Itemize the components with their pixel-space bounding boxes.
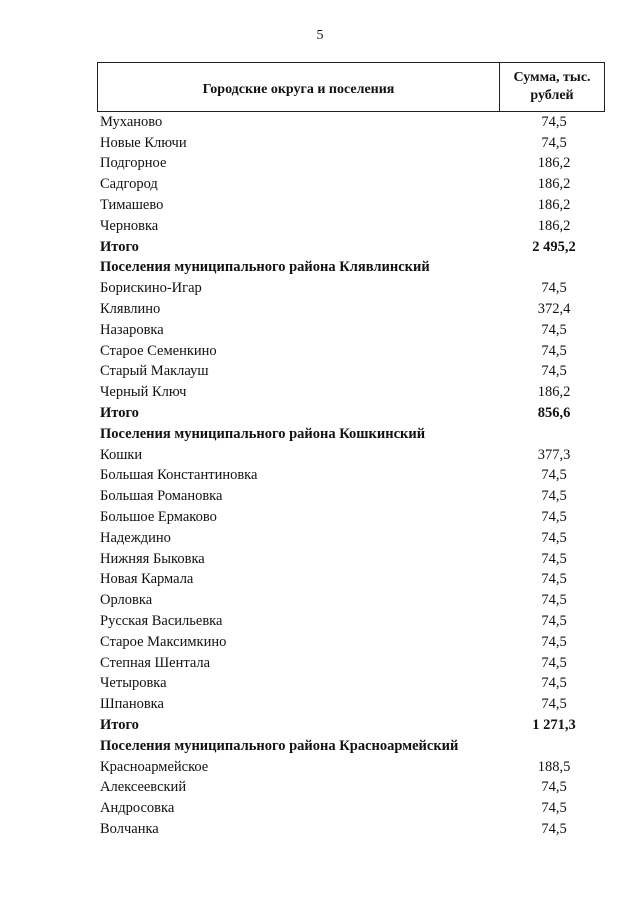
table-row [97, 819, 605, 840]
amount-value: 74,5 [541, 696, 567, 713]
section-heading-row [97, 736, 605, 757]
settlement-name: Шпановка [100, 696, 164, 713]
settlement-name: Волчанка [100, 820, 159, 837]
table-row [97, 174, 605, 195]
amount-value: 2 495,2 [532, 238, 576, 255]
settlement-name: Нижняя Быковка [100, 550, 205, 567]
section-heading: Поселения муниципального района Красноармейский [100, 737, 459, 754]
table-row [97, 778, 605, 799]
settlement-name: Старое Максимкино [100, 633, 227, 650]
amount-value: 186,2 [537, 176, 571, 193]
amount-value: 74,5 [541, 654, 567, 671]
table-row [97, 382, 605, 403]
table-row [97, 341, 605, 362]
table-row [97, 549, 605, 570]
table-row [97, 507, 605, 528]
amount-value: 856,6 [537, 405, 571, 422]
settlement-name: Клявлино [100, 301, 161, 318]
settlement-name: Кошки [100, 446, 143, 463]
settlement-name: Итого [100, 405, 139, 422]
settlement-name: Итого [100, 238, 139, 255]
amount-value: 74,5 [541, 363, 567, 380]
amount-value: 74,5 [541, 820, 567, 837]
amount-value: 74,5 [541, 571, 567, 588]
settlement-name: Итого [100, 717, 139, 733]
total-row [97, 715, 605, 736]
settlement-name: Новая Кармала [100, 571, 194, 588]
table-header [97, 62, 605, 112]
settlement-name: Назаровка [100, 321, 164, 338]
amount-value: 74,5 [541, 280, 567, 297]
column-header-sum [500, 63, 604, 111]
settlement-name: Садгород [100, 176, 158, 193]
table-row [97, 653, 605, 674]
settlement-name: Борискино-Игар [100, 280, 202, 297]
table-row [97, 632, 605, 653]
table-row [97, 570, 605, 591]
table-row [97, 133, 605, 154]
total-row [97, 403, 605, 424]
table-row [97, 590, 605, 611]
amount-value: 74,5 [541, 467, 567, 484]
amount-value: 186,2 [537, 197, 571, 214]
table-row [97, 278, 605, 299]
settlement-name: Красноармейское [100, 758, 209, 775]
section-heading-row [97, 258, 605, 279]
table-row [97, 320, 605, 341]
table-row [97, 528, 605, 549]
table-row [97, 757, 605, 778]
table-row [97, 486, 605, 507]
column-header-settlements: Городские округа и поселения [98, 63, 500, 111]
amount-value: 372,4 [537, 301, 571, 318]
settlement-name: Большая Константиновка [100, 467, 258, 484]
column-header-sum-line2: рублей [530, 88, 574, 103]
total-row [97, 237, 605, 258]
amount-value: 74,5 [541, 675, 567, 692]
section-heading: Поселения муниципального района Клявлинский [100, 259, 430, 276]
amount-value: 188,5 [537, 758, 571, 775]
amount-value: 74,5 [541, 113, 567, 130]
amount-value: 74,5 [541, 529, 567, 546]
settlement-name: Муханово [100, 113, 163, 130]
amount-value: 74,5 [541, 633, 567, 650]
amount-value: 74,5 [541, 613, 567, 630]
settlement-name: Большая Романовка [100, 488, 223, 505]
table-row [97, 611, 605, 632]
amount-value: 74,5 [541, 779, 567, 796]
settlement-name: Черновка [100, 217, 159, 234]
amount-value: 74,5 [541, 342, 567, 359]
section-heading-row [97, 424, 605, 445]
table-row [97, 798, 605, 819]
settlement-name: Подгорное [100, 155, 167, 172]
amount-value: 74,5 [541, 592, 567, 609]
settlement-name: Русская Васильевка [100, 613, 223, 630]
amount-value: 186,2 [537, 384, 571, 401]
table-row [97, 154, 605, 175]
table-row [97, 299, 605, 320]
settlement-name: Большое Ермаково [100, 509, 217, 526]
table-row [97, 195, 605, 216]
amount-value: 1 271,3 [532, 717, 576, 733]
settlement-name: Надеждино [100, 529, 171, 546]
page-number: 5 [316, 28, 324, 43]
amount-value: 74,5 [541, 488, 567, 505]
settlement-name: Старый Маклауш [100, 363, 209, 380]
amount-value: 186,2 [537, 217, 571, 234]
amount-value: 74,5 [541, 800, 567, 817]
settlement-name: Черный Ключ [100, 384, 187, 401]
settlement-name: Старое Семенкино [100, 342, 217, 359]
settlement-name: Орловка [100, 592, 153, 609]
settlement-name: Степная Шентала [100, 654, 211, 671]
amount-value: 186,2 [537, 155, 571, 172]
table-row [97, 466, 605, 487]
settlement-name: Андросовка [100, 800, 175, 817]
settlement-name: Четыровка [100, 675, 167, 692]
table-row [97, 674, 605, 695]
settlement-name: Тимашево [100, 197, 164, 214]
settlement-name: Новые Ключи [100, 134, 187, 151]
section-heading: Поселения муниципального района Кошкинский [100, 425, 426, 442]
amount-value: 74,5 [541, 134, 567, 151]
table-row [97, 216, 605, 237]
table-body [97, 112, 605, 840]
amount-value: 74,5 [541, 321, 567, 338]
amount-value: 74,5 [541, 550, 567, 567]
amount-value: 74,5 [541, 509, 567, 526]
table-row [97, 445, 605, 466]
settlement-name: Алексеевский [100, 779, 187, 796]
column-header-sum-line1: Сумма, тыс. [513, 70, 591, 85]
table-row [97, 694, 605, 715]
table-row [97, 362, 605, 383]
table-row [97, 112, 605, 133]
amount-value: 377,3 [537, 446, 571, 463]
